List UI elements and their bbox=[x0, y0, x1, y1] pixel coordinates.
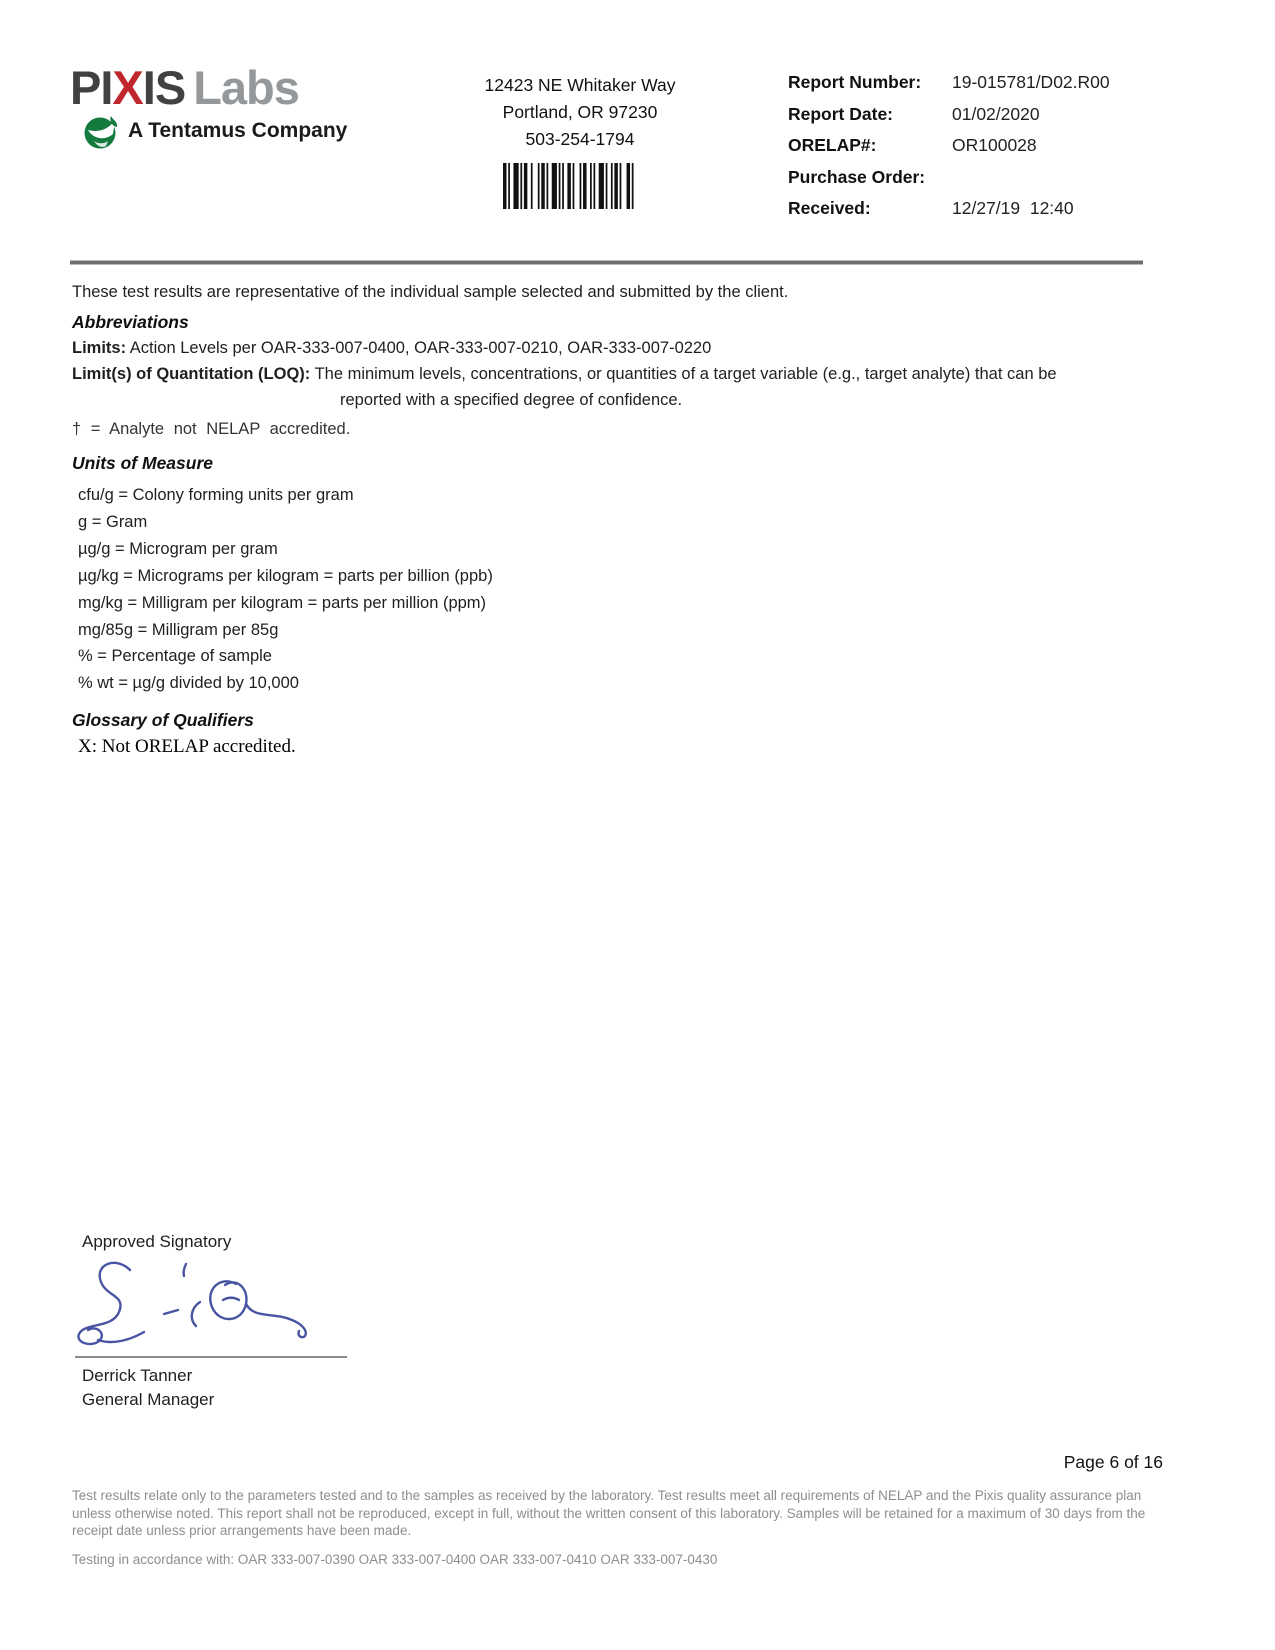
limits-text: Action Levels per OAR-333-007-0400, OAR-333-007-0210, OAR-333-007-0220 bbox=[126, 339, 712, 357]
dagger-accreditation-note: † = Analyte not NELAP accredited. bbox=[72, 420, 351, 438]
received-row bbox=[788, 198, 1110, 230]
orelap-value: OR100028 bbox=[952, 135, 1037, 155]
address-phone: 503-254-1794 bbox=[525, 129, 635, 150]
units-of-measure-heading: Units of Measure bbox=[72, 453, 213, 473]
unit-item-mgkg: mg/kg = Milligram per kilogram = parts per million (ppm) bbox=[78, 593, 487, 612]
unit-item-mg85g: mg/85g = Milligram per 85g bbox=[78, 620, 279, 639]
purchase-order-row bbox=[788, 167, 1110, 199]
pixis-labs-logo bbox=[70, 61, 348, 149]
logo-text-is: IS bbox=[142, 61, 186, 114]
received-value: 12/27/19 12:40 bbox=[952, 198, 1074, 218]
approved-signatory-label: Approved Signatory bbox=[82, 1232, 232, 1251]
address-line-1: 12423 NE Whitaker Way bbox=[484, 75, 676, 95]
signature-image bbox=[68, 1252, 368, 1362]
report-date-row bbox=[788, 104, 1110, 136]
glossary-of-qualifiers-heading: Glossary of Qualifiers bbox=[72, 710, 254, 730]
signatory-title: General Manager bbox=[82, 1390, 215, 1409]
loq-definition-line2: reported with a specified degree of confidence. bbox=[340, 391, 683, 409]
report-number-value: 19-015781/D02.R00 bbox=[952, 72, 1110, 92]
tentamus-leaf-icon bbox=[84, 113, 120, 149]
loq-definition-line1 bbox=[72, 365, 1057, 384]
unit-item-percent: % = Percentage of sample bbox=[78, 647, 272, 666]
purchase-order-label: Purchase Order: bbox=[788, 166, 926, 187]
signature-underline bbox=[75, 1356, 347, 1358]
sample-barcode bbox=[503, 163, 637, 209]
unit-item-percent-wt: % wt = µg/g divided by 10,000 bbox=[78, 674, 299, 693]
signatory-name: Derrick Tanner bbox=[82, 1366, 193, 1385]
units-of-measure-list bbox=[78, 482, 493, 697]
limits-label: Limits: bbox=[72, 339, 127, 357]
qualifier-x-definition: X: Not ORELAP accredited. bbox=[78, 736, 296, 757]
logo-wordmark bbox=[70, 61, 347, 114]
page-number: Page 6 of 16 bbox=[1063, 1452, 1163, 1472]
lab-address-block bbox=[430, 72, 730, 153]
unit-item-ugkg: µg/kg = Micrograms per kilogram = parts per billion (ppb) bbox=[78, 566, 493, 585]
abbreviations-heading: Abbreviations bbox=[72, 312, 189, 332]
logo-text-pi: PI bbox=[70, 61, 113, 114]
orelap-label: ORELAP#: bbox=[788, 135, 877, 155]
unit-item-ugg: µg/g = Microgram per gram bbox=[78, 539, 278, 558]
logo-tagline-row bbox=[84, 113, 347, 149]
received-label: Received: bbox=[788, 198, 871, 218]
report-date-label: Report Date: bbox=[788, 103, 894, 124]
footer-disclaimer: Test results relate only to the parameters tested and to the samples as received by the laboratory. Test results meet all requirements of NELAP and the Pixis quality assurance plan unless otherwise noted. This report shall not be reproduced, except in full, without the written consent of this laboratory. Samples will be retained for a maximum of 30 days from the receipt date unless prior arrangements have been made. bbox=[72, 1488, 1146, 1538]
report-date-value: 01/02/2020 bbox=[952, 103, 1040, 124]
header-divider bbox=[70, 260, 1143, 265]
address-line-2: Portland, OR 97230 bbox=[502, 102, 658, 123]
footer-testing-standards: Testing in accordance with: OAR 333-007-0390 OAR 333-007-0400 OAR 333-007-0410 OAR 333-007-0430 bbox=[72, 1552, 718, 1567]
logo-tagline: A Tentamus Company bbox=[128, 119, 348, 142]
loq-text-line1: The minimum levels, concentrations, or quantities of a target variable (e.g., target analyte) that can be bbox=[310, 365, 1057, 383]
intro-statement: These test results are representative of the individual sample selected and submitted by the client. bbox=[72, 283, 789, 301]
report-info-block bbox=[788, 72, 1110, 230]
logo-text-labs: Labs bbox=[193, 61, 299, 114]
limits-definition bbox=[72, 339, 711, 358]
unit-item-cfug: cfu/g = Colony forming units per gram bbox=[78, 486, 354, 504]
report-number-label: Report Number: bbox=[788, 72, 922, 92]
report-number-row bbox=[788, 72, 1110, 104]
logo-text-x: X bbox=[112, 61, 143, 114]
orelap-row bbox=[788, 135, 1110, 167]
loq-label: Limit(s) of Quantitation (LOQ): bbox=[72, 365, 311, 383]
unit-item-g: g = Gram bbox=[78, 512, 148, 531]
